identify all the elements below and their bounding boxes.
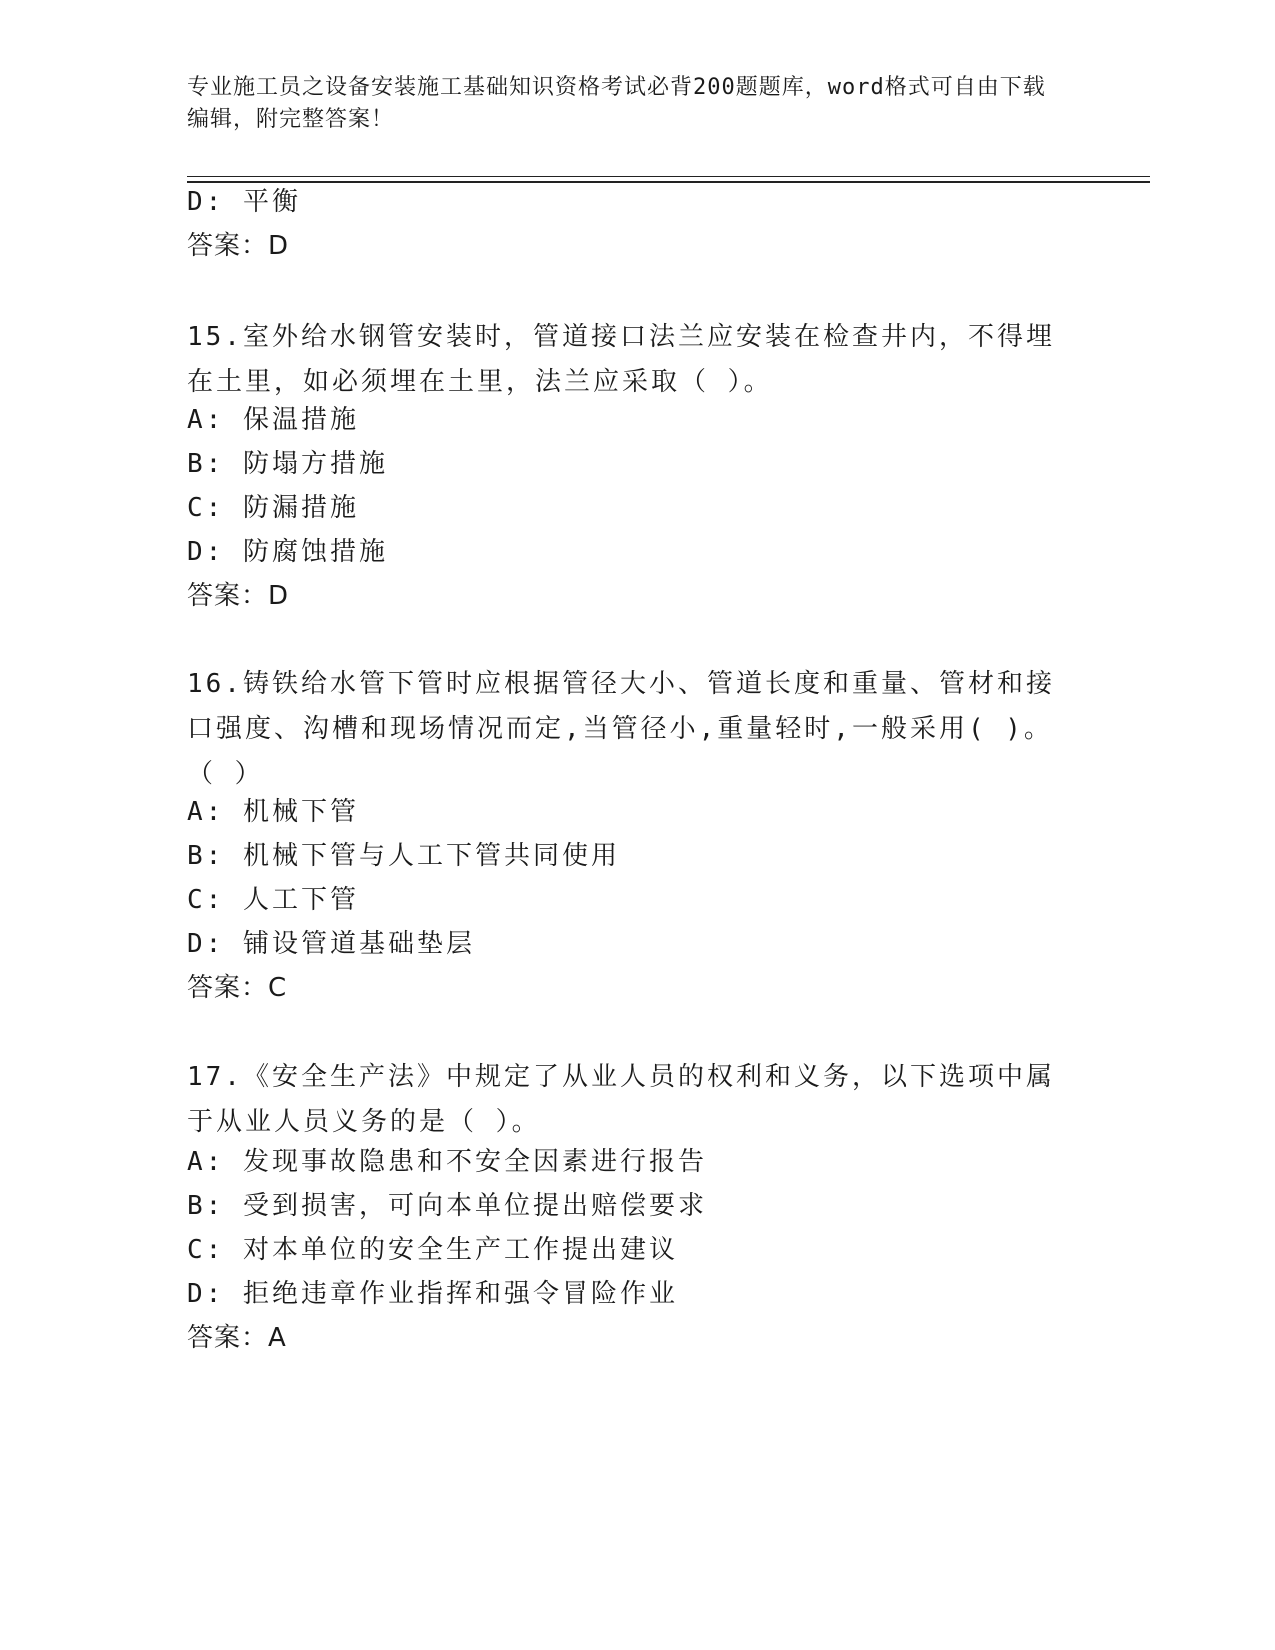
prev-answer: 答案：D bbox=[187, 231, 290, 261]
question-16-answer: 答案：C bbox=[187, 973, 288, 1003]
question-17-option-a: A: 发现事故隐患和不安全因素进行报告 bbox=[187, 1147, 707, 1177]
question-17-option-c: C: 对本单位的安全生产工作提出建议 bbox=[187, 1235, 678, 1265]
question-15-answer: 答案：D bbox=[187, 581, 290, 611]
question-17-option-b: B: 受到损害，可向本单位提出赔偿要求 bbox=[187, 1191, 707, 1221]
question-16-option-d: D: 铺设管道基础垫层 bbox=[187, 929, 475, 959]
question-17-text: 17.《安全生产法》中规定了从业人员的权利和义务，以下选项中属于从业人员义务的是（ ）。 bbox=[187, 1062, 1055, 1137]
question-15-option-b: B: 防塌方措施 bbox=[187, 449, 388, 479]
question-16-option-c: C: 人工下管 bbox=[187, 885, 359, 915]
question-16-text: 16.铸铁给水管下管时应根据管径大小、管道长度和重量、管材和接口强度、沟槽和现场情况而定,当管径小,重量轻时,一般采用( )。（ ） bbox=[187, 669, 1055, 789]
header-rule-thin bbox=[187, 176, 1150, 177]
question-17-answer: 答案：A bbox=[187, 1323, 287, 1353]
question-17-option-d: D: 拒绝违章作业指挥和强令冒险作业 bbox=[187, 1279, 678, 1309]
question-16-option-a: A: 机械下管 bbox=[187, 797, 359, 827]
question-15-option-c: C: 防漏措施 bbox=[187, 493, 359, 523]
header-rule-thick bbox=[187, 181, 1150, 183]
document-header: 专业施工员之设备安装施工基础知识资格考试必背200题题库，word格式可自由下载编辑，附完整答案！ bbox=[187, 75, 1046, 132]
question-15-text: 15.室外给水钢管安装时，管道接口法兰应安装在检查井内，不得埋在土里，如必须埋在土里，法兰应采取（ ）。 bbox=[187, 322, 1055, 397]
question-15-option-a: A: 保温措施 bbox=[187, 405, 359, 435]
question-16-option-b: B: 机械下管与人工下管共同使用 bbox=[187, 841, 620, 871]
question-15-option-d: D: 防腐蚀措施 bbox=[187, 537, 388, 567]
prev-option-d: D: 平衡 bbox=[187, 187, 301, 217]
